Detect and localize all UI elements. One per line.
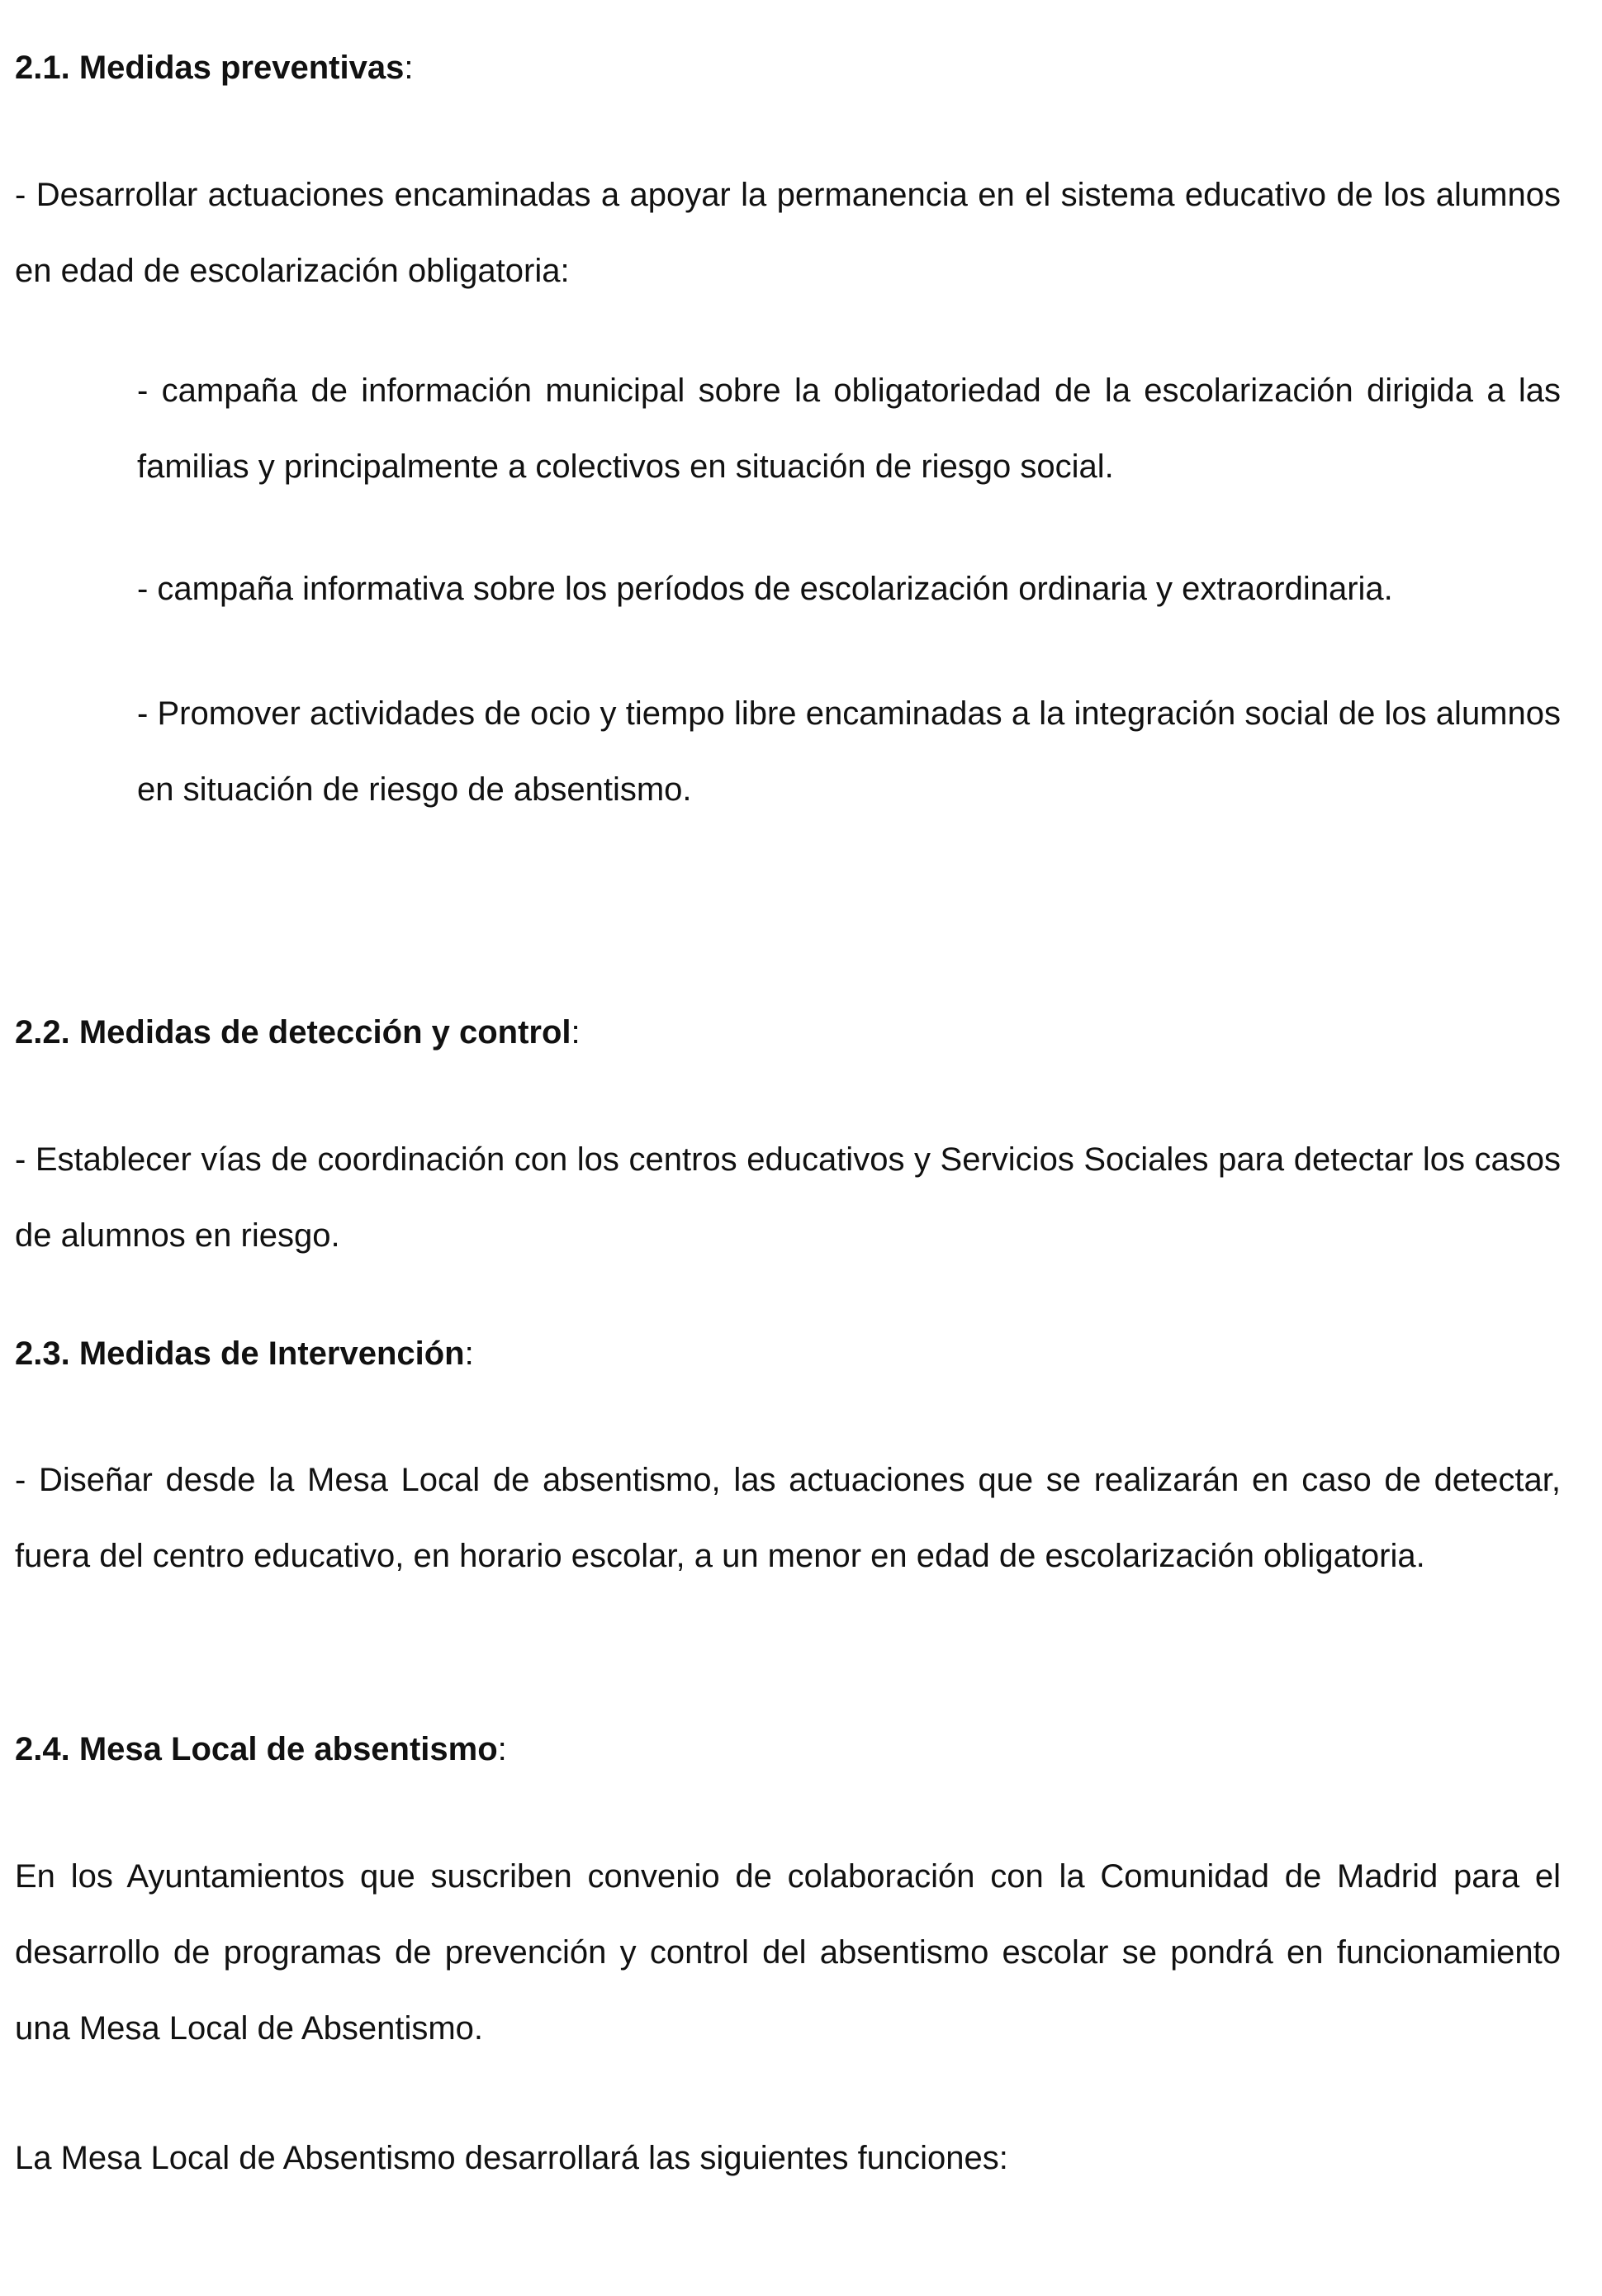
heading-2-1 <box>15 43 413 93</box>
heading-2-3-colon: : <box>464 1335 474 1372</box>
heading-2-4-colon: : <box>497 1731 507 1767</box>
heading-2-2 <box>15 1008 581 1057</box>
list-item-2-1-campaign-info: - campaña de información municipal sobre la obligatoriedad de la escolarización dirigida a las familias y principalmente a colectivos en situación de riesgo social. <box>137 372 1561 485</box>
list-item-2-1-campaign-periods: - campaña informativa sobre los períodos de escolarización ordinaria y extraordinaria. <box>137 571 1393 607</box>
paragraph-2-1-intro: - Desarrollar actuaciones encaminadas a apoyar la permanencia en el sistema educativo de los alumnos en edad de escolarización obligatoria: <box>15 177 1561 289</box>
heading-2-3-title: 2.3. Medidas de Intervención <box>15 1335 465 1372</box>
heading-2-4-title: 2.4. Mesa Local de absentismo <box>15 1731 498 1767</box>
heading-2-1-title: 2.1. Medidas preventivas <box>15 50 405 86</box>
heading-2-3 <box>15 1329 474 1378</box>
heading-2-2-title: 2.2. Medidas de detección y control <box>15 1014 571 1051</box>
heading-2-4 <box>15 1724 507 1774</box>
heading-2-1-colon: : <box>404 50 414 86</box>
heading-2-2-colon: : <box>571 1014 581 1051</box>
list-item-2-1-leisure: - Promover actividades de ocio y tiempo libre encaminadas a la integración social de los alumnos en situación de riesgo de absentismo. <box>137 695 1561 808</box>
paragraph-2-2-body: - Establecer vías de coordinación con los centros educativos y Servicios Sociales para detectar los casos de alumnos en riesgo. <box>15 1141 1561 1254</box>
paragraph-2-4-body-1: En los Ayuntamientos que suscriben convenio de colaboración con la Comunidad de Madrid para el desarrollo de programas de prevención y control del absentismo escolar se pondrá en funcionamiento una Mesa Local de Absentismo. <box>15 1858 1561 2047</box>
paragraph-2-3-body: - Diseñar desde la Mesa Local de absentismo, las actuaciones que se realizarán en caso de detectar, fuera del centro educativo, en horario escolar, a un menor en edad de escolarización obligatoria. <box>15 1462 1561 1574</box>
paragraph-2-4-body-2: La Mesa Local de Absentismo desarrollará las siguientes funciones: <box>15 2140 1008 2176</box>
